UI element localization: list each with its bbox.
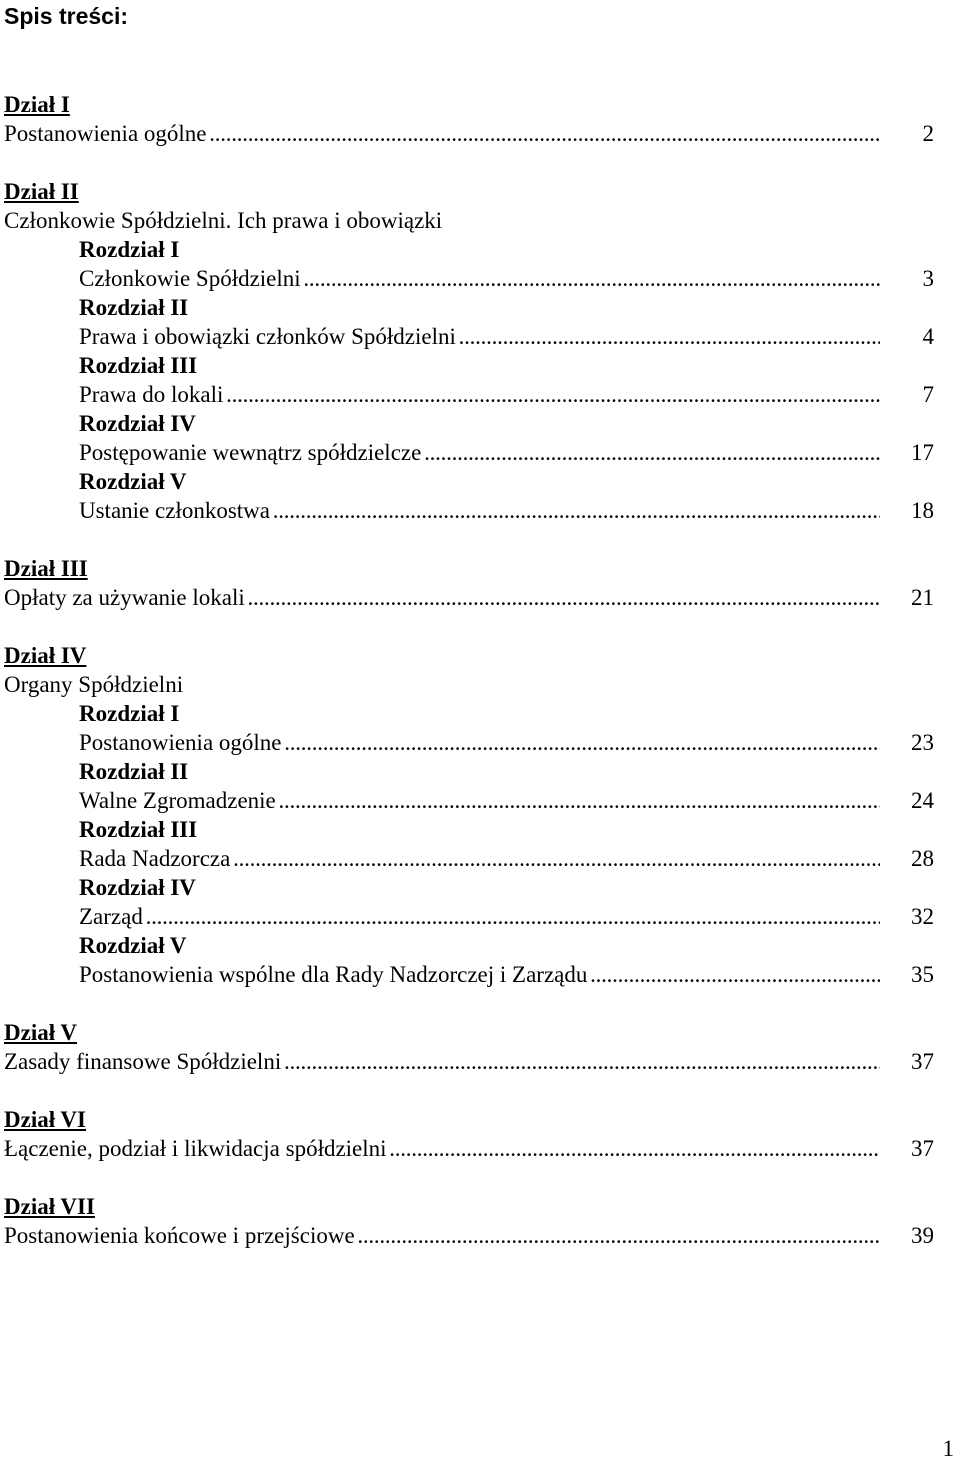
toc-page-number: 17	[911, 440, 934, 465]
section-heading: Dział III	[4, 556, 88, 581]
toc-page-number: 21	[911, 585, 934, 610]
toc-entry-title: Postanowienia końcowe i przejściowe . . .	[4, 1222, 880, 1250]
toc-page-number: 32	[911, 904, 934, 929]
section-heading: Dział VII	[4, 1194, 95, 1219]
chapter-entry	[0, 323, 960, 351]
chapter-heading: Rozdział III	[79, 817, 198, 842]
toc-entry-title: Rada Nadzorcza . . .	[79, 845, 880, 873]
toc-entry-title: Zarząd . . .	[79, 903, 880, 931]
page-number: 1	[942, 1436, 954, 1461]
chapter-heading: Rozdział III	[79, 353, 198, 378]
section-title: Organy Spółdzielni	[4, 672, 184, 697]
toc-page-number: 37	[911, 1136, 934, 1161]
chapter-heading: Rozdział V	[79, 933, 187, 958]
chapter-heading: Rozdział II	[79, 759, 189, 784]
chapter-entry	[0, 497, 960, 525]
chapter-entry	[0, 961, 960, 989]
chapter-entry	[0, 845, 960, 873]
section-title: Członkowie Spółdzielni. Ich prawa i obowiązki	[4, 208, 443, 233]
chapter-entry	[0, 381, 960, 409]
section-entry	[0, 584, 960, 612]
toc-page-number: 18	[911, 498, 934, 523]
toc-entry-title: Prawa do lokali . . .	[79, 381, 880, 409]
toc-page-number: 4	[922, 324, 934, 349]
chapter-entry	[0, 787, 960, 815]
toc-page-number: 3	[922, 266, 934, 291]
chapter-heading: Rozdział IV	[79, 875, 196, 900]
chapter-entry	[0, 439, 960, 467]
toc-page-number: 24	[911, 788, 934, 813]
toc-entry-title: Łączenie, podział i likwidacja spółdzielni . . .	[4, 1135, 880, 1163]
toc-page-number: 39	[911, 1223, 934, 1248]
toc-page-number: 37	[911, 1049, 934, 1074]
toc-entry-title: Postanowienia wspólne dla Rady Nadzorczej i Zarządu . . .	[79, 961, 880, 989]
chapter-heading: Rozdział IV	[79, 411, 196, 436]
section-heading: Dział V	[4, 1020, 78, 1045]
toc-entry-title: Postanowienia ogólne . . .	[79, 729, 880, 757]
toc-page-number: 23	[911, 730, 934, 755]
chapter-entry	[0, 729, 960, 757]
section-heading: Dział VI	[4, 1107, 86, 1132]
section-entry	[0, 1048, 960, 1076]
toc-page-number: 7	[922, 382, 934, 407]
chapter-heading: Rozdział I	[79, 701, 180, 726]
section-heading: Dział IV	[4, 643, 87, 668]
section-entry	[0, 120, 960, 148]
toc-entry-title: Członkowie Spółdzielni . . .	[79, 265, 880, 293]
chapter-heading: Rozdział V	[79, 469, 187, 494]
toc-entry-title: Postanowienia ogólne . . .	[4, 120, 880, 148]
toc-page-number: 28	[911, 846, 934, 871]
toc-entry-title: Ustanie członkostwa . . .	[79, 497, 880, 525]
toc-page-number: 35	[911, 962, 934, 987]
toc-entry-title: Opłaty za używanie lokali . . .	[4, 584, 880, 612]
toc-page-number: 2	[922, 121, 934, 146]
chapter-heading: Rozdział II	[79, 295, 189, 320]
toc-entry-title: Zasady finansowe Spółdzielni . . .	[4, 1048, 880, 1076]
page-title: Spis treści:	[4, 3, 128, 29]
toc-entry-title: Walne Zgromadzenie . . .	[79, 787, 880, 815]
chapter-entry	[0, 903, 960, 931]
section-heading: Dział I	[4, 92, 70, 117]
section-entry	[0, 1135, 960, 1163]
chapter-entry	[0, 265, 960, 293]
section-entry	[0, 1222, 960, 1250]
toc-entry-title: Postępowanie wewnątrz spółdzielcze . . .	[79, 439, 880, 467]
toc-entry-title: Prawa i obowiązki członków Spółdzielni . . .	[79, 323, 880, 351]
section-heading: Dział II	[4, 179, 79, 204]
chapter-heading: Rozdział I	[79, 237, 180, 262]
